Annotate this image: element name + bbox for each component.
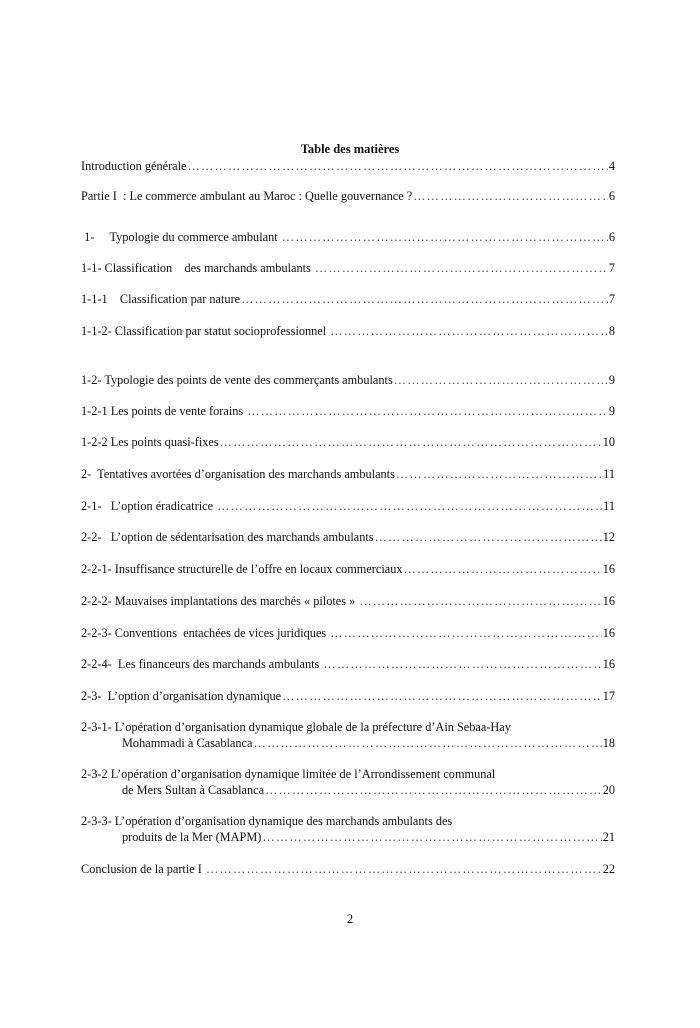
toc-entry-label-continued: produits de la Mer (MAPM) bbox=[122, 830, 262, 844]
toc-title bbox=[0, 142, 700, 157]
toc-entry-page: 16 bbox=[602, 657, 615, 671]
toc-entry[interactable] bbox=[81, 593, 615, 609]
toc-entry[interactable] bbox=[81, 158, 615, 174]
dot-leader bbox=[396, 466, 602, 482]
dot-leader bbox=[247, 403, 608, 419]
toc-entry-line bbox=[81, 861, 615, 877]
toc-entry-page: 18 bbox=[602, 736, 615, 750]
toc-entry-line bbox=[81, 782, 615, 798]
toc-entry[interactable] bbox=[81, 403, 615, 419]
dot-leader bbox=[330, 323, 608, 339]
toc-entry-line bbox=[81, 829, 615, 845]
toc-entry-label: 1-2-2 Les points quasi-fixes bbox=[81, 435, 219, 449]
toc-entry-label: Partie I : Le commerce ambulant au Maroc : Quelle gouvernance ? bbox=[81, 189, 413, 203]
dot-leader bbox=[206, 861, 602, 877]
toc-entry-label: 2-2-4- Les financeurs des marchands ambulants bbox=[81, 657, 323, 671]
toc-entry-line bbox=[81, 323, 615, 339]
toc-entry-line bbox=[81, 719, 615, 735]
toc-entry-label: 2-3-1- L’opération d’organisation dynamique globale de la préfecture d’Ain Sebaa-Hay bbox=[81, 720, 511, 734]
toc-entry-line bbox=[81, 735, 615, 751]
dot-leader bbox=[359, 593, 601, 609]
toc-entry-line bbox=[81, 372, 615, 388]
toc-entry[interactable] bbox=[81, 561, 615, 577]
toc-entry-label: 1-1- Classification des marchands ambulants bbox=[81, 261, 314, 275]
toc-entry-line bbox=[81, 766, 615, 782]
toc-entry-page: 7 bbox=[608, 292, 615, 306]
toc-entry-page: 11 bbox=[603, 467, 615, 481]
toc-entry-line bbox=[81, 466, 615, 482]
toc-entry[interactable] bbox=[81, 466, 615, 482]
toc-entry-page: 16 bbox=[602, 594, 615, 608]
toc-entry[interactable] bbox=[81, 260, 615, 276]
toc-entry-label: Introduction générale bbox=[81, 159, 187, 173]
toc-entry[interactable] bbox=[81, 291, 615, 307]
dot-leader bbox=[253, 735, 601, 751]
toc-entry-page: 9 bbox=[608, 373, 615, 387]
dot-leader bbox=[241, 291, 608, 307]
toc-entry-label: 1-2-1 Les points de vente forains bbox=[81, 404, 247, 418]
toc-entry-label: 2- Tentatives avortées d’organisation des marchands ambulants bbox=[81, 467, 395, 481]
toc-entry[interactable] bbox=[81, 372, 615, 388]
toc-entry-line bbox=[81, 229, 615, 245]
toc-entry-label: 2-3-2 L’opération d’organisation dynamique limitée de l’Arrondissement communal bbox=[81, 767, 496, 781]
toc-entry-line bbox=[81, 403, 615, 419]
toc-entry-line bbox=[81, 561, 615, 577]
toc-title-text: Table des matières bbox=[300, 142, 400, 156]
toc-entry-page: 9 bbox=[608, 404, 615, 418]
toc-entry-page: 17 bbox=[602, 689, 615, 703]
toc-entry[interactable] bbox=[81, 719, 615, 751]
toc-entry-line bbox=[81, 188, 615, 204]
dot-leader bbox=[404, 561, 602, 577]
toc-entry-page: 20 bbox=[602, 783, 615, 797]
toc-entry-line bbox=[81, 529, 615, 545]
page-number: 2 bbox=[346, 912, 354, 926]
toc-entry-label: Conclusion de la partie I bbox=[81, 862, 205, 876]
toc-entry-label: 2-3- L’option d’organisation dynamique bbox=[81, 689, 282, 703]
toc-entry-label: 2-2-2- Mauvaises implantations des marchés « pilotes » bbox=[81, 594, 359, 608]
toc-entry-line bbox=[81, 498, 615, 514]
dot-leader bbox=[262, 829, 601, 845]
toc-entry-line bbox=[81, 434, 615, 450]
toc-entry-label: 1- Typologie du commerce ambulant bbox=[81, 230, 281, 244]
toc-entry-label-continued: de Mers Sultan à Casablanca bbox=[122, 783, 265, 797]
toc-entry-line bbox=[81, 813, 615, 829]
toc-entry-label: 2-1- L’option éradicatrice bbox=[81, 499, 217, 513]
toc-entry[interactable] bbox=[81, 323, 615, 339]
toc-entry-page: 11 bbox=[603, 499, 615, 513]
toc-entry-label: 2-2- L’option de sédentarisation des marchands ambulants bbox=[81, 530, 374, 544]
toc-entry-line bbox=[81, 291, 615, 307]
toc-entry-page: 8 bbox=[608, 324, 615, 338]
toc-entry-line bbox=[81, 688, 615, 704]
dot-leader bbox=[220, 434, 602, 450]
toc-entry-line bbox=[81, 593, 615, 609]
toc-entry-page: 16 bbox=[602, 626, 615, 640]
toc-entry-label: 1-1-2- Classification par statut socioprofessionnel bbox=[81, 324, 330, 338]
toc-entry-line bbox=[81, 158, 615, 174]
dot-leader bbox=[282, 688, 602, 704]
toc-entry-page: 22 bbox=[602, 862, 615, 876]
toc-entry-label: 1-2- Typologie des points de vente des commerçants ambulants bbox=[81, 373, 393, 387]
dot-leader bbox=[323, 656, 601, 672]
dot-leader bbox=[265, 782, 602, 798]
dot-leader bbox=[413, 188, 608, 204]
toc-entry[interactable] bbox=[81, 813, 615, 845]
toc-entry[interactable] bbox=[81, 229, 615, 245]
toc-entry[interactable] bbox=[81, 498, 615, 514]
dot-leader bbox=[282, 229, 608, 245]
dot-leader bbox=[188, 158, 608, 174]
toc-entry-page: 4 bbox=[608, 159, 615, 173]
toc-entry-label: 2-3-3- L’opération d’organisation dynamique des marchands ambulants des bbox=[81, 814, 453, 828]
toc-entry[interactable] bbox=[81, 861, 615, 877]
toc-entry-line bbox=[81, 260, 615, 276]
toc-entry-label-continued: Mohammadi à Casablanca bbox=[122, 736, 253, 750]
toc-entry[interactable] bbox=[81, 766, 615, 798]
toc-entry-page: 10 bbox=[602, 435, 615, 449]
toc-entry[interactable] bbox=[81, 688, 615, 704]
toc-entry-page: 16 bbox=[602, 562, 615, 576]
toc-entry[interactable] bbox=[81, 188, 615, 204]
toc-entry-label: 1-1-1 Classification par nature bbox=[81, 292, 241, 306]
toc-entry[interactable] bbox=[81, 529, 615, 545]
toc-entry-page: 6 bbox=[608, 189, 615, 203]
toc-entry[interactable] bbox=[81, 656, 615, 672]
toc-entry-label: 2-2-1- Insuffisance structurelle de l’offre en locaux commerciaux bbox=[81, 562, 403, 576]
dot-leader bbox=[315, 260, 608, 276]
toc-entry-label: 2-2-3- Conventions entachées de vices juridiques bbox=[81, 626, 330, 640]
toc-entry-page: 21 bbox=[602, 830, 615, 844]
toc-entry-page: 6 bbox=[608, 230, 615, 244]
dot-leader bbox=[217, 498, 602, 514]
toc-entry-page: 7 bbox=[608, 261, 615, 275]
toc-entry-page: 12 bbox=[602, 530, 615, 544]
toc-entry-line bbox=[81, 656, 615, 672]
toc-entry[interactable] bbox=[81, 625, 615, 641]
dot-leader bbox=[330, 625, 601, 641]
toc-entry-line bbox=[81, 625, 615, 641]
dot-leader bbox=[375, 529, 602, 545]
toc-entry[interactable] bbox=[81, 434, 615, 450]
dot-leader bbox=[394, 372, 608, 388]
